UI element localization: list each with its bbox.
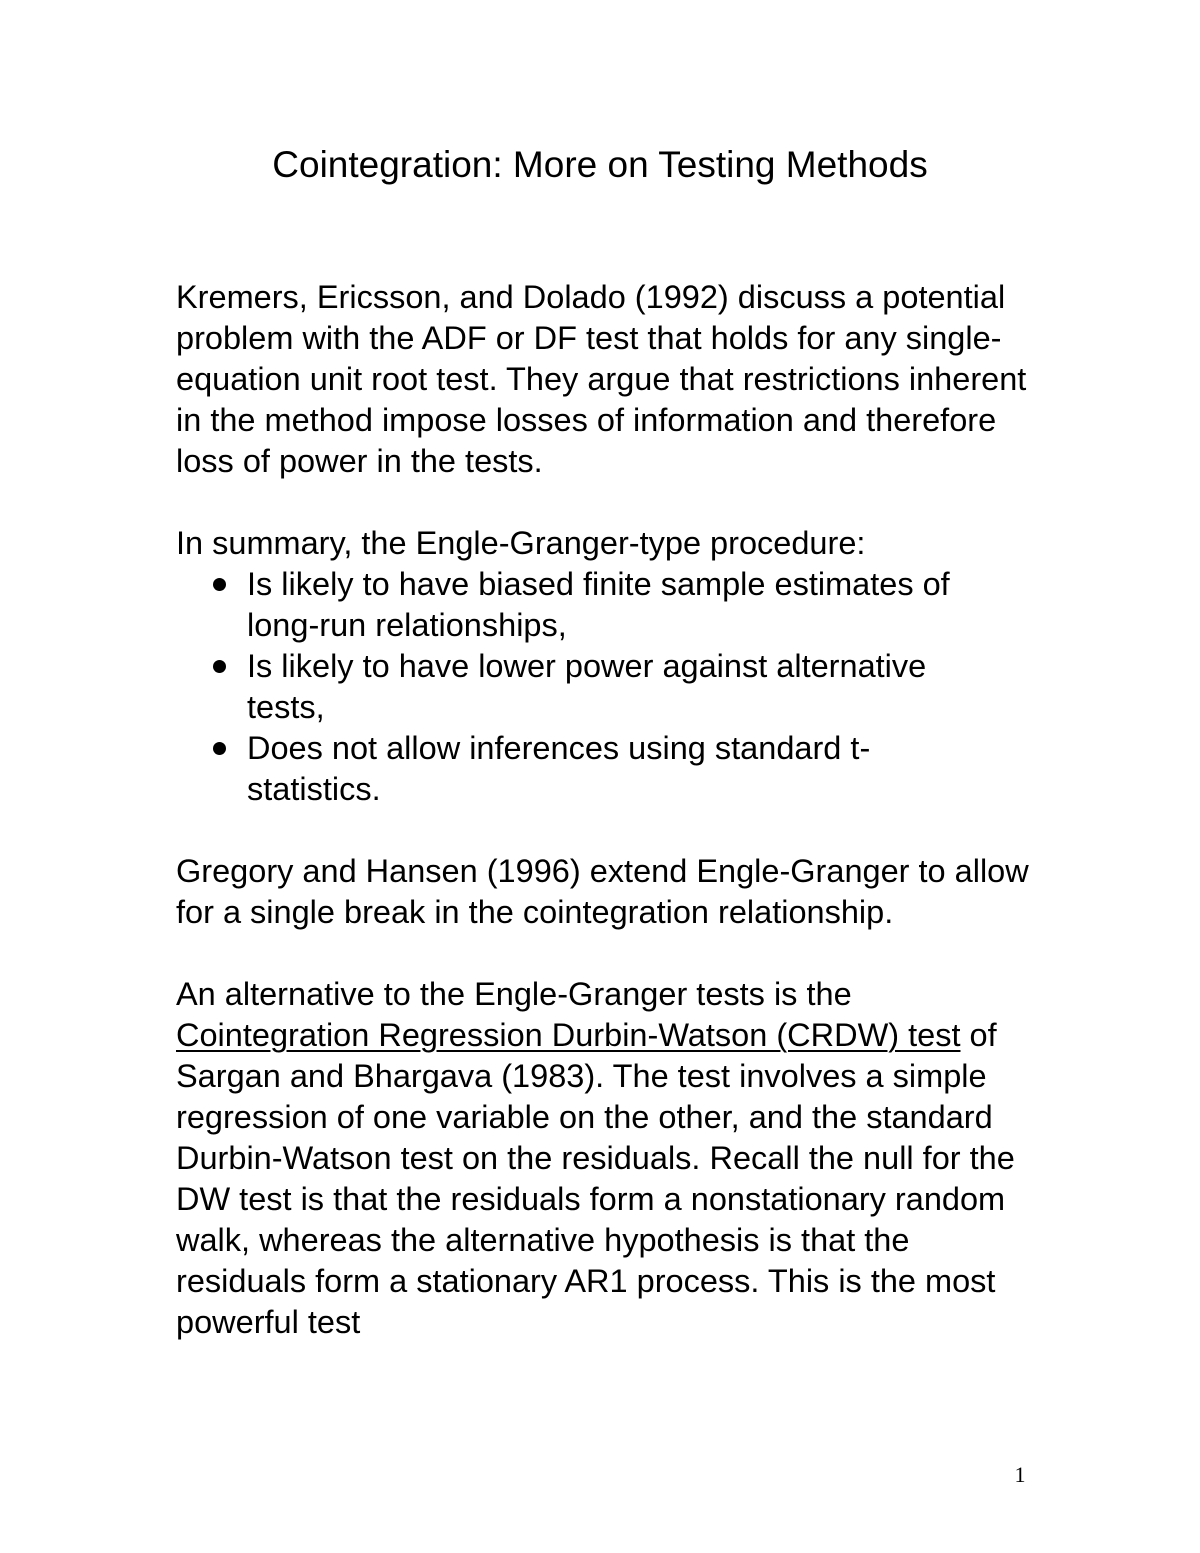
paragraph-crdw xyxy=(176,974,1046,1343)
paragraph-spacer xyxy=(176,810,1046,851)
bullet-icon xyxy=(213,660,226,673)
summary-intro: In summary, the Engle-Granger-type procedure: xyxy=(176,525,866,561)
list-item xyxy=(176,728,957,810)
crdw-lead-text: An alternative to the Engle-Granger tests is the xyxy=(176,976,852,1012)
crdw-rest-text: of Sargan and Bhargava (1983). The test involves a simple regression of one variable on the other, and the standard Durbin-Watson test on the residuals. Recall the null for the DW test is that the residuals form a nonstationary random walk, whereas the alternative hypothesis is that the residuals form a stationary AR1 process. This is the most powerful test xyxy=(176,1017,1015,1340)
bullet-text: Is likely to have biased finite sample estimates of long-run relationships, xyxy=(247,566,950,643)
crdw-test-name: Cointegration Regression Durbin-Watson (CRDW) test xyxy=(176,1017,961,1053)
paragraph-kremers: Kremers, Ericsson, and Dolado (1992) discuss a potential problem with the ADF or DF test that holds for any single-equation unit root test. They argue that restrictions inherent in the method impose losses of information and therefore loss of power in the tests. xyxy=(176,279,1027,479)
list-item xyxy=(176,646,957,728)
summary-bullet-list xyxy=(176,564,1046,810)
bullet-text: Does not allow inferences using standard t-statistics. xyxy=(247,730,871,807)
document-body xyxy=(176,277,1046,1343)
bullet-icon xyxy=(213,578,226,591)
page-title: Cointegration: More on Testing Methods xyxy=(272,144,928,185)
bullet-icon xyxy=(213,742,226,755)
paragraph-gregory-hansen: Gregory and Hansen (1996) extend Engle-Granger to allow for a single break in the cointegration relationship. xyxy=(176,853,1029,930)
paragraph-spacer xyxy=(176,482,1046,523)
paragraph-spacer xyxy=(176,933,1046,974)
list-item xyxy=(176,564,957,646)
page-number: 1 xyxy=(1014,1462,1026,1487)
bullet-text: Is likely to have lower power against alternative tests, xyxy=(247,648,927,725)
